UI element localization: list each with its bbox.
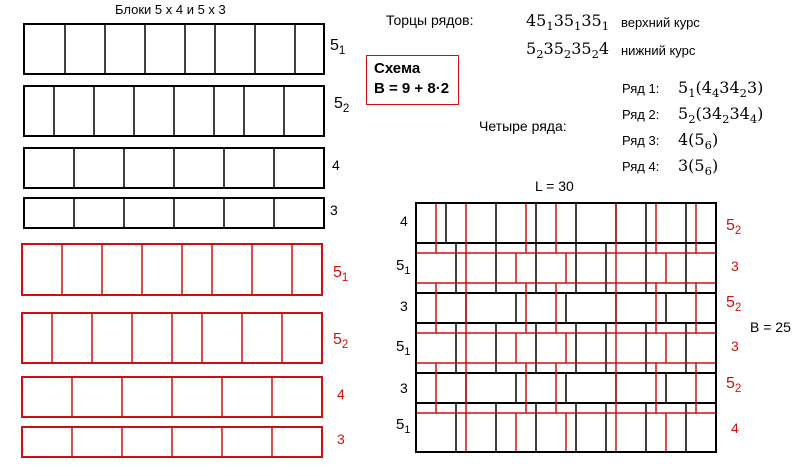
grid-left-label-6: $5_1$: [396, 416, 411, 436]
row-2-label: Ряд 2:: [622, 107, 660, 122]
left-black-label-4: 3: [330, 202, 338, 218]
row-2-formula: $5_2(34_234_4)$: [678, 104, 764, 127]
blocks-title: Блоки 5 x 4 и 5 x 3: [115, 2, 226, 17]
left-red-label-1: $5_1$: [333, 264, 349, 285]
grid-left-label-3: 3: [400, 298, 408, 314]
grid-left-label-2: $5_1$: [396, 257, 411, 277]
block-row-black-1: [24, 24, 324, 74]
length-label: L = 30: [535, 178, 574, 194]
ends-upper-formula: $45_135_135_1$: [526, 11, 610, 34]
row-4-label: Ряд 4:: [622, 159, 660, 174]
scheme-formula: B = 9 + 8·2: [374, 80, 450, 97]
width-label: B = 25: [750, 319, 791, 335]
grid-right-label-3: $5_2$: [726, 294, 742, 315]
grid-left-label-4: $5_1$: [396, 338, 411, 358]
ends-label: Торцы рядов:: [386, 12, 474, 28]
row-3-formula: $4(5_6)$: [678, 130, 719, 153]
row-1-label: Ряд 1:: [622, 81, 660, 96]
scheme-black-course-1: [416, 203, 716, 243]
four-rows-label: Четыре ряда:: [479, 118, 567, 134]
left-red-label-4: 3: [337, 431, 345, 447]
grid-right-label-5: $5_2$: [726, 375, 742, 396]
left-black-label-3: 4: [332, 157, 340, 173]
grid-right-label-6: 4: [731, 420, 739, 436]
ends-lower-course: нижний курс: [621, 43, 696, 58]
grid-left-label-1: 4: [400, 213, 408, 229]
block-row-red-1: [22, 244, 322, 295]
grid-right-label-1: $5_2$: [726, 217, 742, 238]
grid-right-label-4: 3: [731, 338, 739, 354]
scheme-title: Схема: [374, 60, 421, 77]
left-black-label-1: $5_1$: [330, 37, 346, 58]
left-red-label-3: 4: [337, 386, 345, 402]
grid-left-label-5: 3: [400, 380, 408, 396]
row-1-formula: $5_1(4_434_23)$: [678, 78, 764, 101]
ends-lower-formula: $5_235_235_24$: [526, 39, 610, 62]
left-red-label-2: $5_2$: [333, 331, 349, 352]
grid-right-label-2: 3: [731, 258, 739, 274]
row-3-label: Ряд 3:: [622, 133, 660, 148]
left-black-label-2: $5_2$: [334, 95, 350, 116]
row-4-formula: $3(5_6)$: [678, 156, 719, 179]
ends-upper-course: верхний курс: [621, 15, 700, 30]
